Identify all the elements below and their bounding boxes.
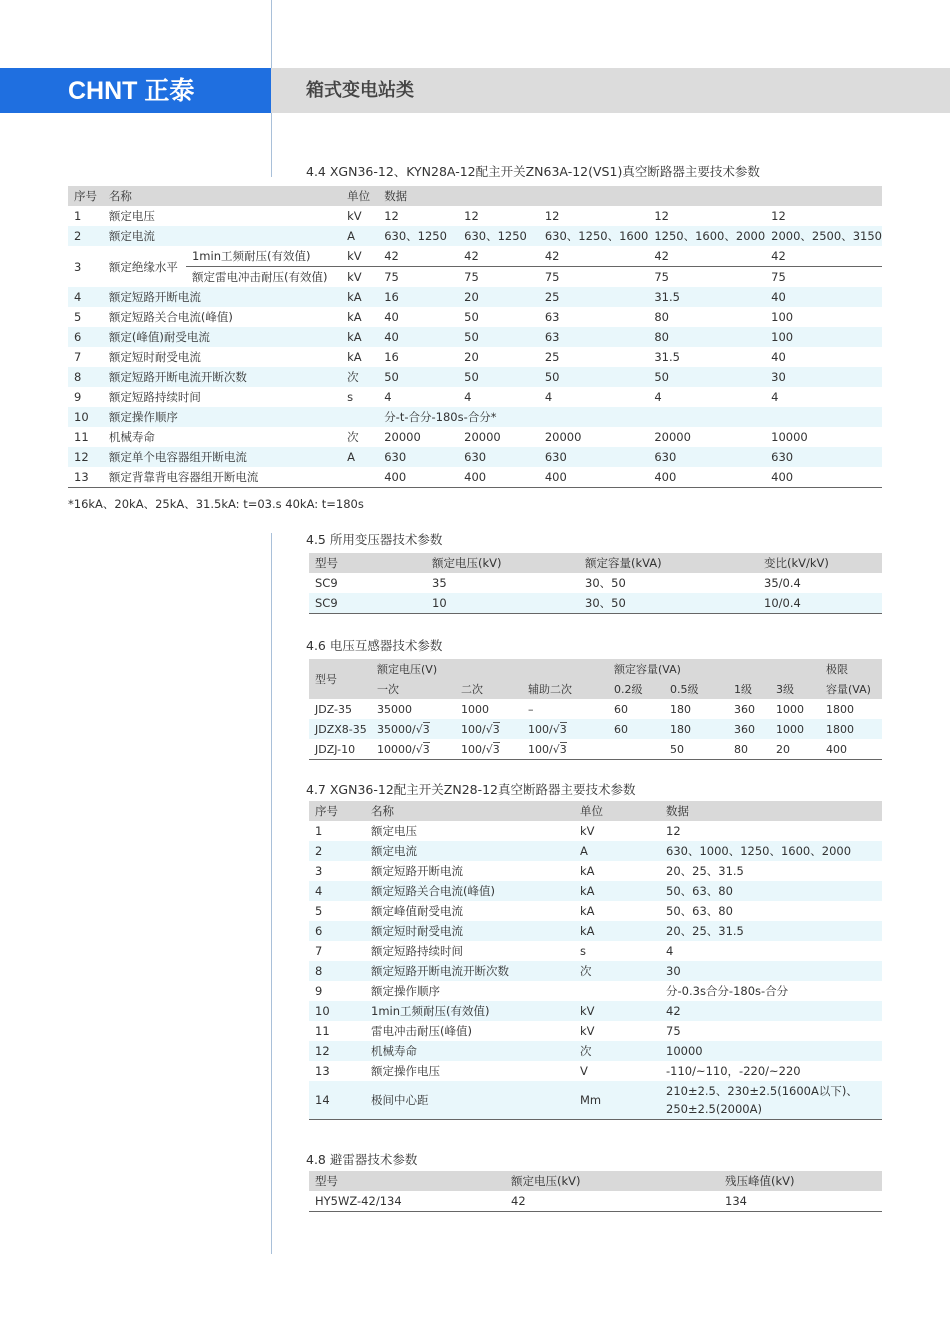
row-value: 50 (458, 367, 539, 387)
row-value: 4 (666, 944, 674, 958)
row-unit: kV (580, 1024, 595, 1038)
table-row (309, 1001, 882, 1021)
row-name: 额定操作顺序 (103, 407, 341, 427)
sqrt-symbol: √ (485, 722, 493, 736)
sqrt-radicand: 3 (422, 722, 430, 736)
row-value: 30 (660, 961, 882, 981)
col-subheader: 一次 (371, 679, 455, 699)
col-header: 额定电压(V) (371, 659, 608, 679)
row-model: JDZJ-10 (315, 742, 356, 756)
row-secondary: 1000 (461, 702, 489, 716)
table-row (309, 573, 882, 593)
row-value: 100 (765, 327, 882, 347)
sqrt-symbol: √ (552, 742, 560, 756)
row-name: 额定短路持续时间 (371, 944, 463, 958)
row-value: 80 (648, 327, 765, 347)
row-value: 20000 (464, 430, 501, 444)
row-name: 额定短路开断电流开断次数 (103, 367, 341, 387)
row-value: 400 (771, 470, 794, 484)
table-row (68, 246, 882, 267)
col-header: 数据 (378, 186, 882, 206)
row-unit: Mm (574, 1081, 660, 1120)
row-cap-05: 180 (670, 702, 691, 716)
row-limit: 400 (826, 742, 847, 756)
page-category-title: 箱式变电站类 (306, 80, 414, 101)
row-value: 50、63、80 (660, 881, 882, 901)
row-value: 10000 (771, 430, 808, 444)
row-unit: kA (347, 310, 362, 324)
col-header: 型号 (309, 1171, 505, 1191)
row-index: 6 (68, 327, 103, 347)
row-value: -110/~110，-220/~220 (666, 1064, 801, 1078)
row-value: 50 (378, 367, 458, 387)
row-cap-3: 1000 (770, 719, 820, 739)
row-name: 额定短路持续时间 (108, 390, 201, 404)
row-secondary: 100/√3 (461, 742, 500, 756)
col-header: 型号 (309, 659, 371, 699)
row-name: 额定操作顺序 (371, 984, 440, 998)
row-value: 40 (378, 327, 458, 347)
row-unit: kV (341, 267, 378, 288)
table-row (309, 921, 882, 941)
row-value: 630、1250 (458, 226, 539, 246)
row-unit: kA (341, 287, 378, 307)
row-value: 10000 (660, 1041, 882, 1061)
row-value: 12 (771, 209, 786, 223)
t44-note: *16kA、20kA、25kA、31.5kA: t=03.s 40kA: t=180s (68, 497, 364, 511)
sqrt-radicand: 3 (422, 742, 430, 756)
row-value: 630 (378, 447, 458, 467)
row-value: 50 (458, 327, 539, 347)
row-unit: kA (580, 864, 595, 878)
row-aux: 100/√3 (522, 719, 608, 739)
row-value: 63 (539, 327, 648, 347)
row-value: 4 (384, 390, 392, 404)
row-index: 6 (309, 921, 365, 941)
table-row (309, 981, 882, 1001)
row-unit: kA (580, 904, 595, 918)
row-aux: – (528, 702, 534, 716)
t44-table (68, 186, 882, 488)
row-unit (341, 467, 378, 488)
table-row (68, 307, 882, 327)
t44-title: 4.4 XGN36-12、KYN28A-12配主开关ZN63A-12(VS1)真空断路器主要技术参数 (306, 164, 760, 179)
col-header: 额定电压(kV) (426, 553, 579, 573)
row-name: 额定短路关合电流(峰值) (365, 881, 574, 901)
row-cap-1: 80 (734, 742, 748, 756)
row-unit: kA (574, 881, 660, 901)
row-primary: 10000/√3 (377, 742, 430, 756)
row-value: HY5WZ-42/134 (315, 1194, 402, 1208)
row-value: 20 (458, 287, 539, 307)
row-index: 4 (309, 881, 365, 901)
row-name: 额定短时耐受电流 (365, 921, 574, 941)
row-index: 11 (315, 1024, 330, 1038)
row-value: 30、50 (585, 576, 626, 590)
row-value: 20、25、31.5 (660, 921, 882, 941)
table-row (68, 347, 882, 367)
row-cap-1: 360 (734, 702, 755, 716)
row-index: 12 (68, 447, 103, 467)
sqrt-symbol: √ (485, 742, 493, 756)
row-value: 20000 (654, 430, 691, 444)
sqrt-symbol: √ (552, 722, 560, 736)
row-index: 10 (309, 1001, 365, 1021)
row-value: 分-0.3s合分-180s-合分 (666, 984, 789, 998)
table-header-row (309, 801, 882, 821)
table-row (68, 447, 882, 467)
row-value: 42 (660, 1001, 882, 1021)
row-index: 12 (309, 1041, 365, 1061)
row-value: 75 (648, 267, 765, 288)
table-row (68, 407, 882, 427)
table-row (68, 467, 882, 488)
row-value: 400 (384, 470, 407, 484)
row-name: 额定电压 (108, 209, 155, 223)
row-cap-05: 50 (670, 742, 684, 756)
row-value: 50 (464, 310, 479, 324)
row-unit: kV (580, 824, 595, 838)
row-name: 额定操作电压 (371, 1064, 440, 1078)
row-name: 机械寿命 (365, 1041, 574, 1061)
row-value: 20 (464, 350, 479, 364)
row-value: 分-t-合分-180s-合分* (378, 407, 882, 427)
col-header: 型号 (309, 553, 426, 573)
row-index: 3 (74, 259, 82, 274)
row-primary: 35000 (377, 702, 412, 716)
row-value: 4 (654, 390, 662, 404)
row-primary: 35000/√3 (371, 719, 455, 739)
row-unit: 次 (341, 367, 378, 387)
sqrt-symbol: √ (415, 742, 423, 756)
table-header-row (309, 1171, 882, 1191)
row-value: 1250、1600、2000 (648, 226, 765, 246)
row-value: 31.5 (654, 350, 680, 364)
table-row (68, 226, 882, 246)
row-value: 40 (765, 287, 882, 307)
t48-table (309, 1171, 882, 1212)
row-cap-02 (608, 739, 664, 760)
col-subheader: 0.2级 (608, 679, 664, 699)
row-value: 50 (539, 367, 648, 387)
row-index: 5 (315, 904, 323, 918)
table-row (309, 1081, 882, 1120)
t47-title: 4.7 XGN36-12配主开关ZN28-12真空断路器主要技术参数 (306, 782, 636, 797)
row-limit: 1800 (820, 719, 882, 739)
row-unit: s (580, 944, 586, 958)
row-value: 75 (765, 267, 882, 288)
row-name: 机械寿命 (108, 430, 155, 444)
row-index: 2 (68, 226, 103, 246)
row-model: JDZX8-35 (309, 719, 371, 739)
row-value: 4 (771, 390, 779, 404)
table-row (309, 881, 882, 901)
row-index: 4 (68, 287, 103, 307)
row-value: 20000 (384, 430, 421, 444)
table-header-row (309, 553, 882, 573)
table-row (309, 1041, 882, 1061)
row-value: 30 (765, 367, 882, 387)
row-name: 额定短路开断电流 (103, 287, 341, 307)
row-value: 50、63、80 (666, 904, 733, 918)
row-index: 2 (309, 841, 365, 861)
row-unit: kA (574, 921, 660, 941)
col-header: 单位 (341, 186, 378, 206)
row-value: 25 (539, 287, 648, 307)
row-model: JDZ-35 (315, 702, 353, 716)
row-value: 16 (378, 287, 458, 307)
row-name: 极间中心距 (365, 1081, 574, 1120)
row-value: SC9 (315, 576, 338, 590)
table-header-row (309, 659, 882, 679)
row-cap-1: 360 (728, 719, 770, 739)
col-header: 数据 (660, 801, 882, 821)
row-value: 42 (384, 249, 399, 263)
row-value: 30、50 (579, 593, 758, 614)
row-index: 7 (74, 350, 82, 364)
row-value: 42 (771, 249, 786, 263)
table-row (309, 961, 882, 981)
row-value: 31.5 (648, 287, 765, 307)
row-unit: A (574, 841, 660, 861)
table-header-row (309, 679, 882, 699)
row-value: 75 (378, 267, 458, 288)
table-row (309, 739, 882, 760)
col-header: 极限 (820, 659, 882, 679)
col-header: 序号 (309, 801, 365, 821)
col-subheader: 1级 (728, 679, 770, 699)
row-value: 630 (458, 447, 539, 467)
row-value: 630、1250、1600 (539, 226, 648, 246)
row-value: 40 (384, 310, 399, 324)
col-header: 变比(kV/kV) (758, 553, 882, 573)
row-secondary: 100/√3 (455, 719, 522, 739)
row-cap-02: 60 (608, 719, 664, 739)
row-value: 35 (432, 576, 447, 590)
row-index: 8 (68, 367, 103, 387)
table-row (309, 861, 882, 881)
row-aux: 100/√3 (528, 742, 567, 756)
sqrt-radicand: 3 (559, 742, 567, 756)
row-value: 400 (654, 470, 677, 484)
row-value: 20000 (544, 430, 582, 444)
table-row (309, 593, 882, 614)
table-header-row (68, 186, 882, 206)
row-value: 10/0.4 (758, 593, 882, 614)
row-unit: kA (347, 350, 362, 364)
row-unit: kV (574, 1001, 660, 1021)
table-row (68, 267, 882, 288)
row-index: 7 (315, 944, 323, 958)
t46-table (309, 659, 882, 760)
table-row (68, 387, 882, 407)
row-name: 额定电压 (371, 824, 417, 838)
row-value: 50 (648, 367, 765, 387)
row-unit: V (580, 1064, 588, 1078)
row-value: 4 (464, 390, 472, 404)
row-unit: 次 (574, 961, 660, 981)
row-name: 额定绝缘水平 (108, 259, 178, 274)
table-row (68, 287, 882, 307)
col-header: 残压峰值(kV) (719, 1171, 882, 1191)
col-header: 额定电压(kV) (505, 1171, 719, 1191)
brand-logo: CHNT 正泰 (68, 77, 195, 105)
table-row (68, 206, 882, 226)
row-value: 75 (458, 267, 539, 288)
row-name: 额定(峰值)耐受电流 (103, 327, 341, 347)
row-value: 35/0.4 (764, 576, 801, 590)
row-index: 3 (315, 864, 323, 878)
row-index: 8 (309, 961, 365, 981)
row-index: 1 (315, 824, 323, 838)
row-name: 额定单个电容器组开断电流 (103, 447, 341, 467)
row-name: 额定背靠背电容器组开断电流 (108, 470, 259, 484)
row-name: 额定短路开断电流开断次数 (365, 961, 574, 981)
row-name: 额定峰值耐受电流 (371, 904, 463, 918)
col-subheader: 3级 (770, 679, 820, 699)
table-row (68, 327, 882, 347)
row-limit: 1800 (826, 702, 854, 716)
table-row (309, 719, 882, 739)
sqrt-radicand: 3 (492, 722, 500, 736)
row-value: 12 (666, 824, 681, 838)
row-unit: 次 (347, 430, 359, 444)
sqrt-symbol: √ (415, 722, 423, 736)
table-row (68, 367, 882, 387)
table-row (309, 1061, 882, 1081)
row-value: 12 (544, 209, 560, 223)
row-index: 13 (74, 470, 89, 484)
table-row (309, 901, 882, 921)
row-value: 400 (464, 470, 487, 484)
row-index: 10 (68, 407, 103, 427)
sqrt-radicand: 3 (559, 722, 567, 736)
t48-title: 4.8 避雷器技术参数 (306, 1152, 418, 1167)
col-subheader: 二次 (455, 679, 522, 699)
row-value: 25 (544, 350, 560, 364)
row-value: 4 (544, 390, 553, 404)
row-index: 14 (309, 1081, 365, 1120)
col-subheader: 辅助二次 (522, 679, 608, 699)
col-subheader: 0.5级 (664, 679, 728, 699)
row-value: 630 (539, 447, 648, 467)
row-value: 630 (648, 447, 765, 467)
row-value: 100 (771, 310, 794, 324)
row-value: 630、1000、1250、1600、2000 (660, 841, 882, 861)
row-unit: 次 (574, 1041, 660, 1061)
row-value: 10 (426, 593, 579, 614)
row-subname: 额定雷电冲击耐压(有效值) (186, 267, 341, 288)
row-index: 9 (315, 984, 323, 998)
row-cap-3: 20 (776, 742, 790, 756)
row-value: 63 (544, 310, 560, 324)
row-index: 1 (74, 209, 82, 223)
row-value: 2000、2500、3150 (765, 226, 882, 246)
row-cap-05: 180 (664, 719, 728, 739)
row-value: 16 (384, 350, 399, 364)
row-unit (341, 407, 378, 427)
table-row (309, 941, 882, 961)
row-name: 额定短路关合电流(峰值) (108, 310, 233, 324)
row-unit: A (341, 447, 378, 467)
row-value: 20、25、31.5 (666, 864, 744, 878)
row-name: 额定电流 (365, 841, 574, 861)
row-cap-3: 1000 (776, 702, 804, 716)
row-value: 80 (654, 310, 669, 324)
row-name: 雷电冲击耐压(峰值) (371, 1024, 472, 1038)
row-value: 630 (765, 447, 882, 467)
col-header: 名称 (103, 186, 341, 206)
row-unit (574, 981, 660, 1001)
row-name: 1min工频耐压(有效值) (365, 1001, 574, 1021)
row-value: 42 (464, 249, 479, 263)
col-header: 容量(VA) (820, 679, 882, 699)
table-row (309, 841, 882, 861)
row-unit: kV (347, 209, 362, 223)
t47-table (309, 801, 882, 1120)
row-value: 75 (539, 267, 648, 288)
row-value: 75 (666, 1024, 681, 1038)
row-cap-02: 60 (614, 702, 628, 716)
col-header: 额定容量(VA) (608, 659, 820, 679)
col-header: 单位 (574, 801, 660, 821)
col-header: 名称 (365, 801, 574, 821)
row-unit: kV (347, 249, 362, 263)
t45-table (309, 553, 882, 614)
row-value: 42 (544, 249, 560, 263)
row-value: 40 (771, 350, 786, 364)
row-value: 42 (511, 1194, 526, 1208)
row-value: SC9 (309, 593, 426, 614)
row-value: 134 (725, 1194, 747, 1208)
row-value: 12 (654, 209, 669, 223)
row-subname: 1min工频耐压(有效值) (191, 249, 311, 263)
row-index: 13 (315, 1064, 330, 1078)
col-header: 额定容量(kVA) (579, 553, 758, 573)
row-unit: A (341, 226, 378, 246)
row-unit: kA (341, 327, 378, 347)
t45-title: 4.5 所用变压器技术参数 (306, 532, 443, 547)
row-name: 额定电流 (103, 226, 341, 246)
row-index: 11 (74, 430, 89, 444)
row-value: 400 (544, 470, 567, 484)
table-row (309, 699, 882, 719)
row-name: 额定短时耐受电流 (108, 350, 201, 364)
t46-title: 4.6 电压互感器技术参数 (306, 638, 443, 653)
col-header: 序号 (68, 186, 103, 206)
row-unit: s (347, 390, 354, 404)
row-name: 额定短路开断电流 (371, 864, 463, 878)
table-row (309, 821, 882, 841)
row-value: 42 (654, 249, 669, 263)
row-value: 630、1250 (378, 226, 458, 246)
table-row (309, 1191, 882, 1212)
sqrt-radicand: 3 (492, 742, 500, 756)
row-index: 5 (74, 310, 82, 324)
row-value: 210±2.5、230±2.5(1600A以下)、250±2.5(2000A) (660, 1081, 882, 1120)
table-row (68, 427, 882, 447)
row-value: 12 (464, 209, 479, 223)
row-value: 12 (384, 209, 399, 223)
table-row (309, 1021, 882, 1041)
row-index: 9 (74, 390, 82, 404)
